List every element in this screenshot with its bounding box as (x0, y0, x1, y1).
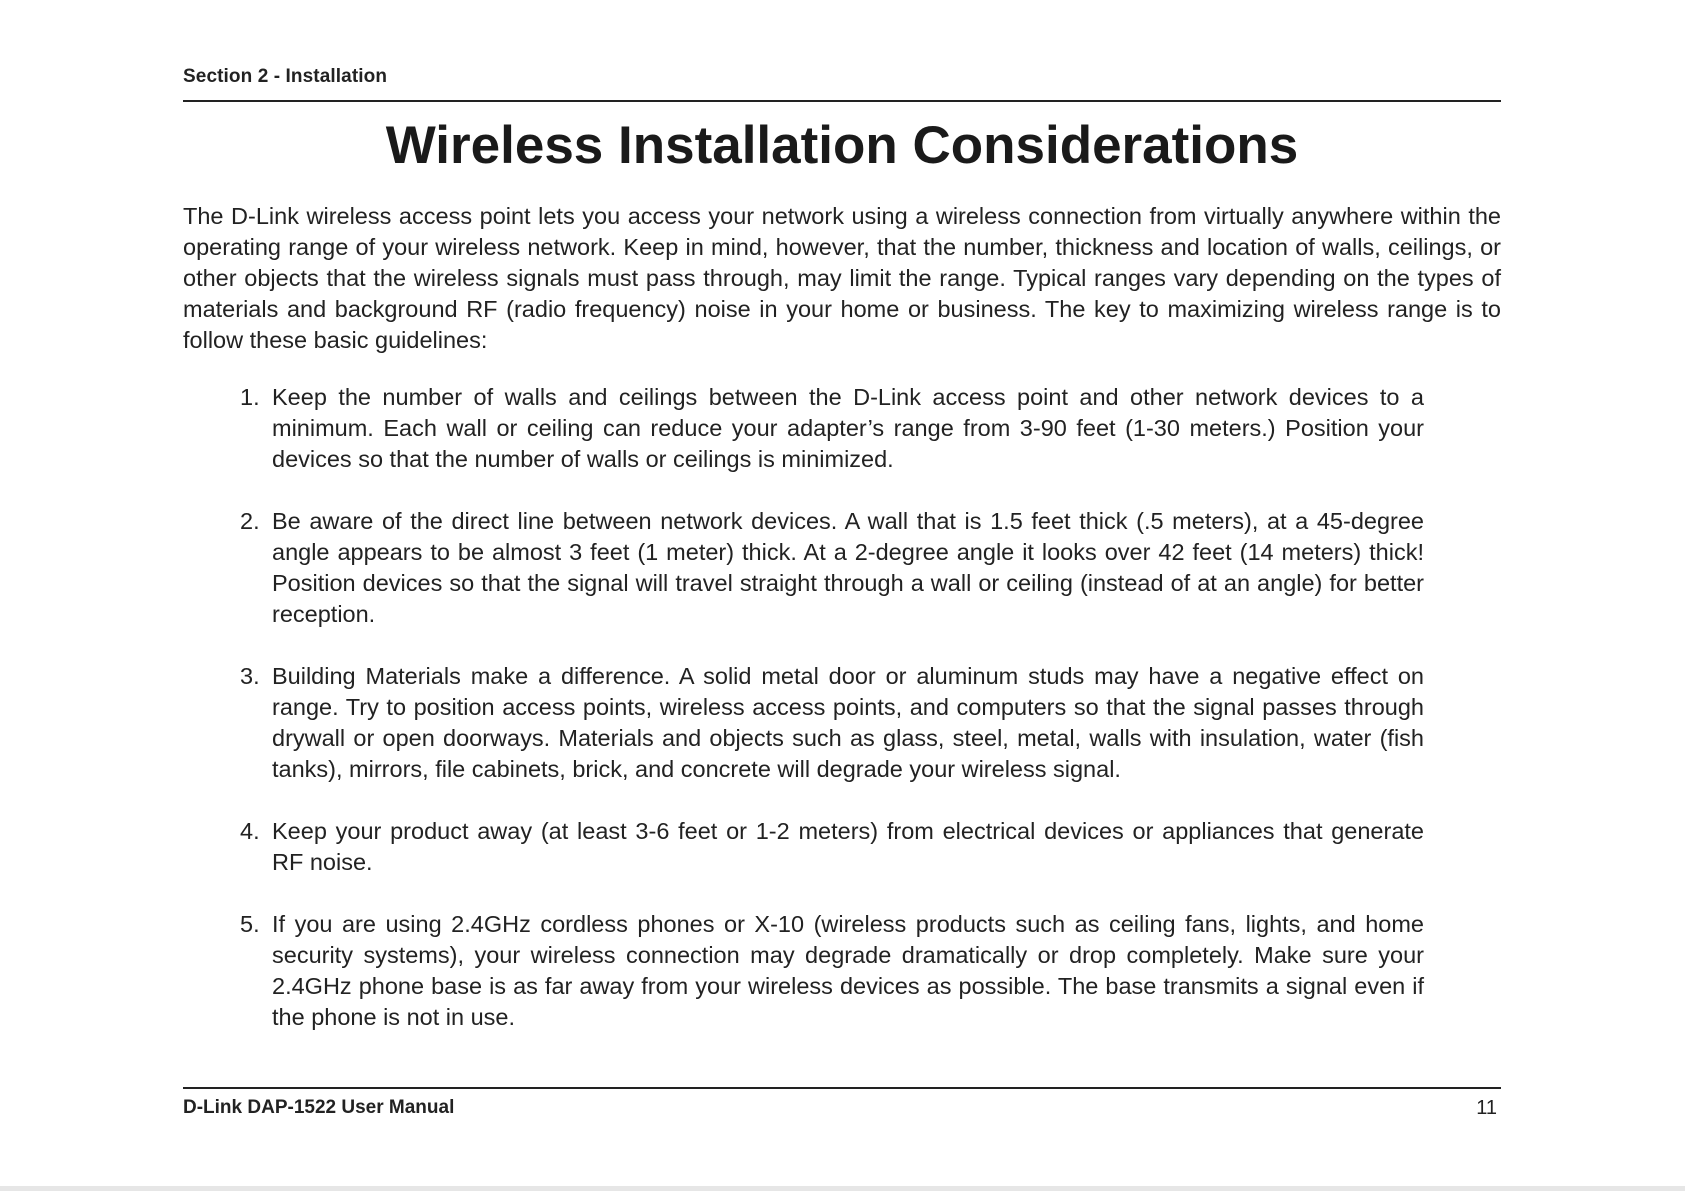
guideline-number: 2. (240, 508, 260, 534)
page-header (183, 60, 1501, 102)
guidelines-list (240, 382, 1424, 1064)
scan-edge (0, 1186, 1685, 1191)
page-number: 11 (1476, 1097, 1497, 1119)
guideline-item (240, 661, 1424, 785)
guideline-text: Building Materials make a difference. A solid metal door or aluminum studs may have a negative effect on range. Try to position access points, wireless access points, and computers so that the signal passes through drywall or open doorways. Materials and objects such as glass, steel, metal, walls with insulation, water (fish tanks), mirrors, file cabinets, brick, and concrete will degrade your wireless signal. (272, 663, 1424, 782)
guideline-text: Keep your product away (at least 3-6 feet or 1-2 meters) from electrical devices or appliances that generate RF noise. (272, 818, 1424, 875)
page-title: Wireless Installation Considerations (385, 116, 1299, 175)
guideline-number: 3. (240, 663, 260, 689)
guideline-item (240, 506, 1424, 630)
guideline-item (240, 816, 1424, 878)
guideline-number: 1. (240, 384, 260, 410)
guideline-number: 4. (240, 818, 260, 844)
guideline-text: Keep the number of walls and ceilings between the D-Link access point and other network devices to a minimum. Each wall or ceiling can reduce your adapter’s range from 3-90 feet (1-30 meters.) Position your devices so that the number of walls or ceilings is minimized. (272, 384, 1424, 472)
guideline-number: 5. (240, 911, 260, 937)
manual-name: D-Link DAP-1522 User Manual (183, 1097, 455, 1118)
guideline-text: Be aware of the direct line between network devices. A wall that is 1.5 feet thick (.5 meters), at a 45-degree angle appears to be almost 3 feet (1 meter) thick. At a 2-degree angle it looks over 42 feet (14 meters) thick! Position devices so that the signal will travel straight through a wall or ceiling (instead of at an angle) for better reception. (272, 508, 1424, 627)
page-footer (183, 1087, 1501, 1127)
intro-paragraph: The D-Link wireless access point lets you access your network using a wireless connection from virtually anywhere within the operating range of your wireless network. Keep in mind, however, that the number, thickness and location of walls, ceilings, or other objects that the wireless signals must pass through, may limit the range. Typical ranges vary depending on the types of materials and background RF (radio frequency) noise in your home or business. The key to maximizing wireless range is to follow these basic guidelines: (183, 203, 1501, 353)
guideline-text: If you are using 2.4GHz cordless phones or X-10 (wireless products such as ceiling fans, lights, and home security systems), your wireless connection may degrade dramatically or drop completely. Make sure your 2.4GHz phone base is as far away from your wireless devices as possible. The base transmits a signal even if the phone is not in use. (272, 911, 1424, 1030)
guideline-item (240, 382, 1424, 475)
guideline-item (240, 909, 1424, 1033)
section-label: Section 2 - Installation (183, 66, 388, 87)
